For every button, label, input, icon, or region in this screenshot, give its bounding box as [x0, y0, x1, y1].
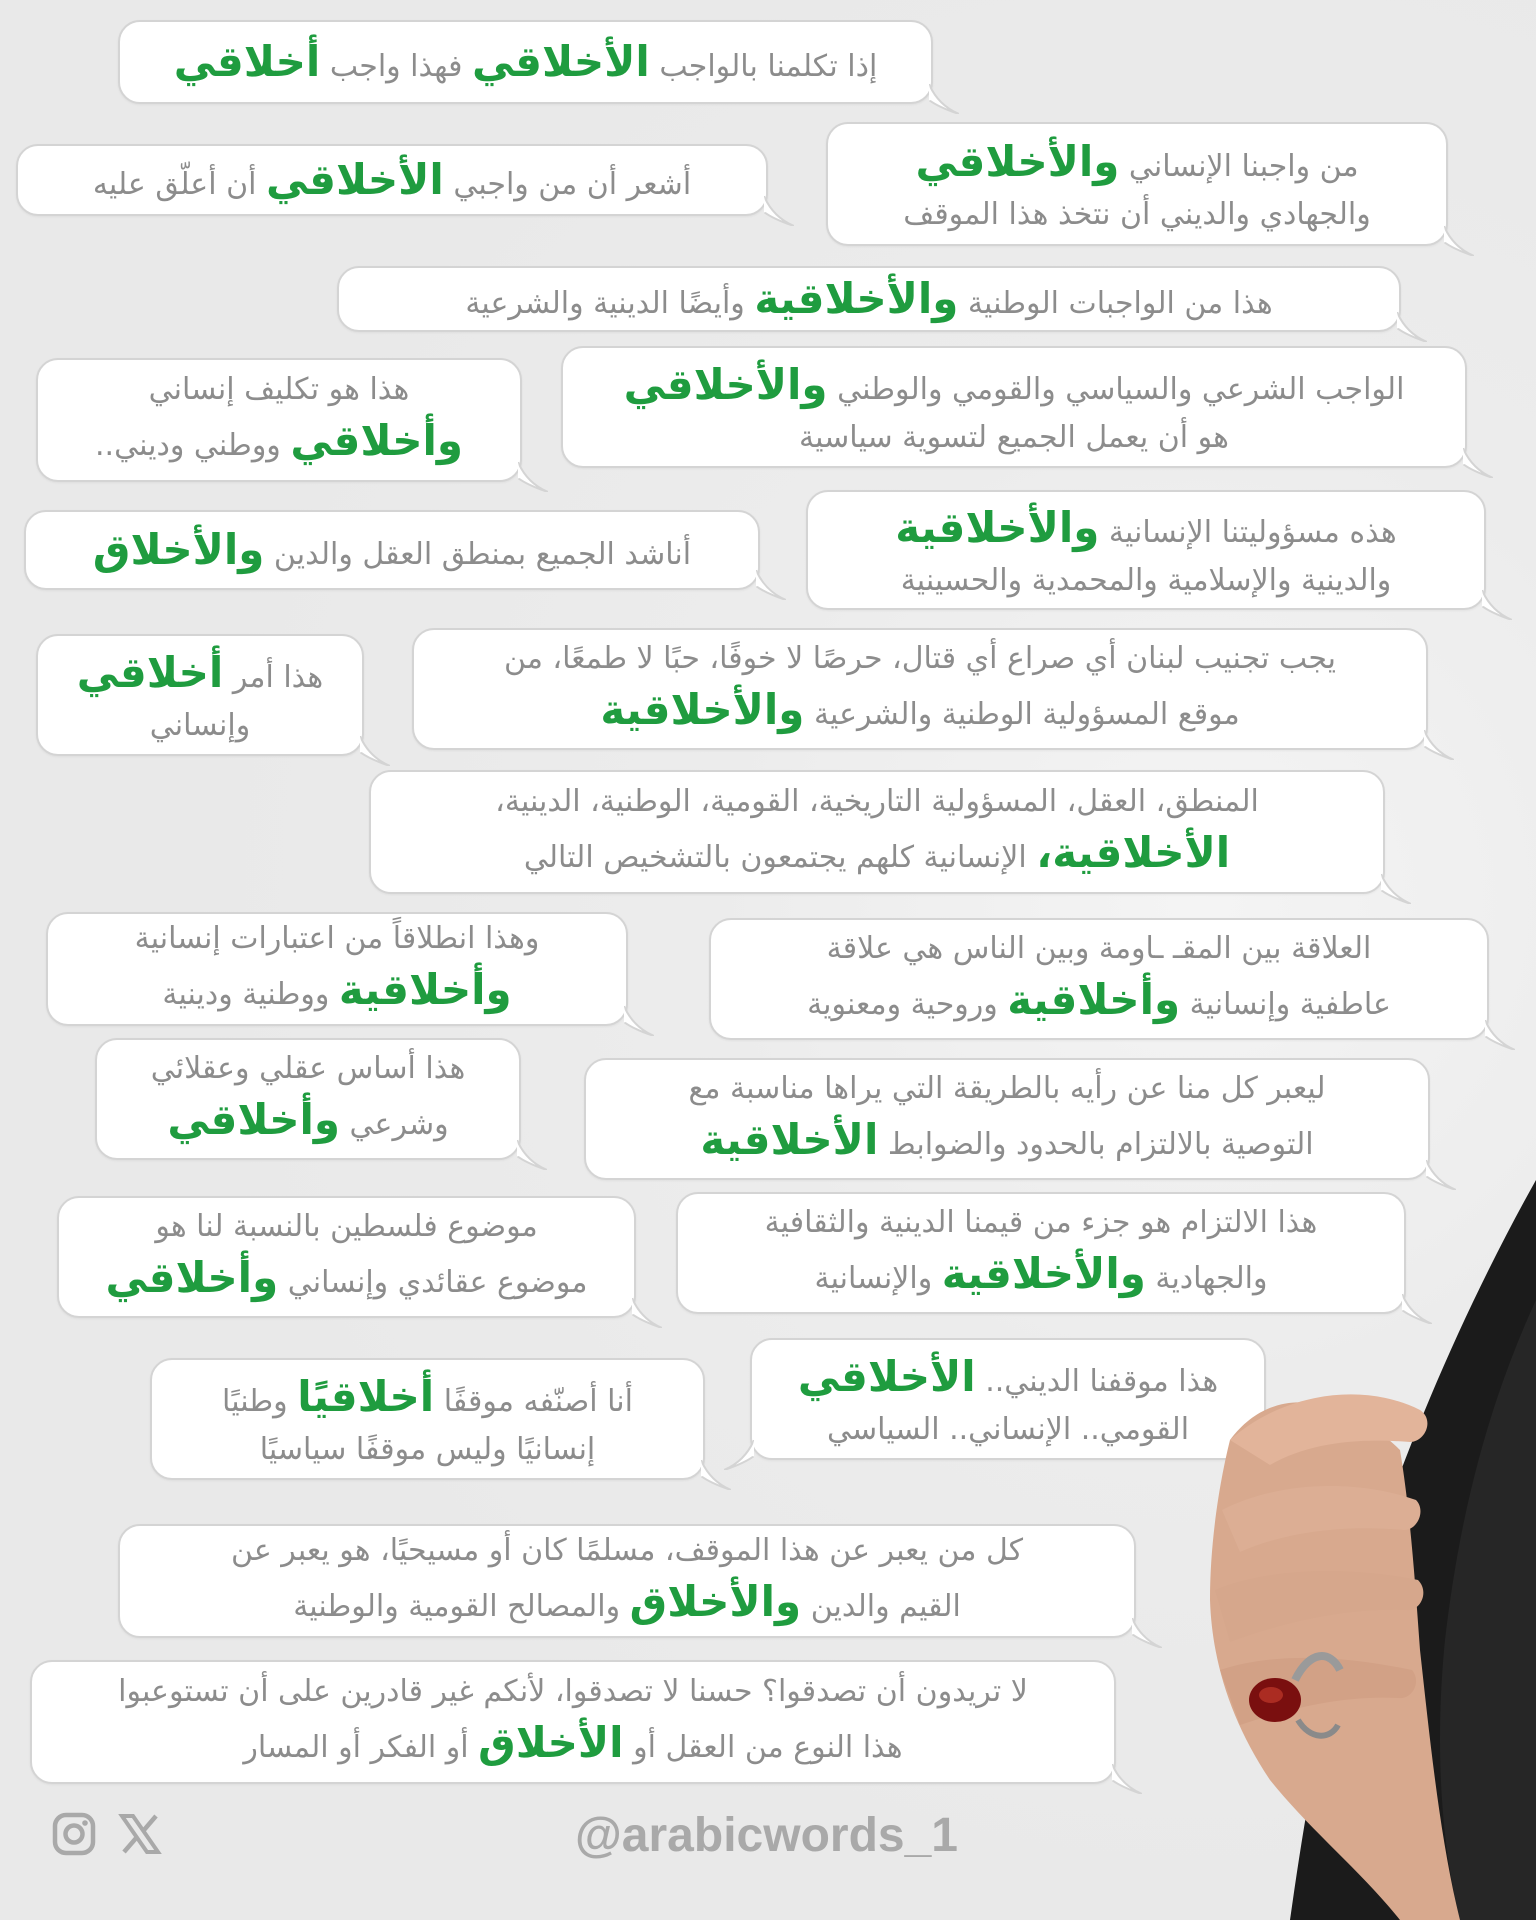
- quote-line: [624, 355, 1405, 416]
- speech-tail: [1112, 1764, 1142, 1794]
- quote-bubble-14: [95, 1038, 521, 1160]
- quote-line: [243, 1713, 902, 1774]
- quote-text: العلاقة بين المقـ ـاومة وبين الناس هي علاقة: [826, 930, 1372, 966]
- speech-tail: [1485, 1020, 1515, 1050]
- quote-line: [807, 970, 1391, 1031]
- quote-text: القيم والدين: [801, 1589, 961, 1625]
- quote-bubble-10: [412, 628, 1428, 750]
- quote-bubble-2: [16, 144, 768, 216]
- highlighted-keyword: وأخلاقي: [167, 1095, 341, 1145]
- quote-line: [93, 520, 691, 581]
- quote-text: وروحية ومعنوية: [807, 987, 1008, 1023]
- quote-text: هذا الالتزام هو جزء من قيمنا الدينية والثقافية: [764, 1204, 1318, 1240]
- quote-bubble-15: [584, 1058, 1430, 1180]
- quote-text: وشرعي: [340, 1107, 449, 1143]
- quote-line: [798, 1347, 1218, 1408]
- speech-tail: [1381, 874, 1411, 904]
- quote-text: موضوع عقائدي وإنساني: [278, 1265, 588, 1301]
- quote-text: هذه مسؤوليتنا الإنسانية: [1099, 514, 1397, 550]
- quote-text: هذا هو تكليف إنساني: [148, 371, 410, 407]
- highlighted-keyword: الأخلاقي: [265, 154, 444, 204]
- quote-text: هذا أساس عقلي وعقلائي: [150, 1050, 466, 1086]
- quote-bubble-20: [118, 1524, 1136, 1638]
- quote-text: وأيضًا الدينية والشرعية: [465, 285, 755, 321]
- quote-bubble-6: [561, 346, 1467, 468]
- instagram-icon[interactable]: [52, 1812, 96, 1860]
- quote-bubble-16: [57, 1196, 636, 1318]
- quote-text: ليعبر كل منا عن رأيه بالطريقة التي يراها مناسبة مع: [688, 1070, 1326, 1106]
- highlighted-keyword: وأخلاقي: [290, 416, 463, 466]
- quote-line: [174, 32, 878, 93]
- x-icon[interactable]: [118, 1812, 162, 1860]
- speech-tail: [517, 1140, 547, 1170]
- social-icons: [52, 1812, 162, 1860]
- highlighted-keyword: والأخلاقية: [754, 273, 959, 323]
- quote-line: [95, 411, 463, 472]
- quote-text: كل من يعبر عن هذا الموقف، مسلمًا كان أو مسيحيًا، هو يعبر عن: [231, 1532, 1023, 1568]
- quote-text: الإنسانية كلهم يجتمعون بالتشخيص التالي: [523, 840, 1037, 876]
- quote-line: [162, 960, 511, 1021]
- quote-line: [167, 1090, 448, 1151]
- speech-tail: [632, 1298, 662, 1328]
- quote-bubble-18: [150, 1358, 705, 1480]
- highlighted-keyword: أخلاقي: [173, 36, 321, 86]
- quote-line: [799, 416, 1229, 460]
- quote-line: [465, 269, 1272, 330]
- quote-text: وطنيًا: [222, 1383, 298, 1419]
- highlighted-keyword: وأخلاقي: [105, 1253, 279, 1303]
- quote-text: وإنساني: [149, 707, 251, 743]
- speech-tail: [518, 462, 548, 492]
- quote-bubble-12: [46, 912, 628, 1026]
- highlighted-keyword: والأخلاقي: [623, 359, 828, 409]
- highlighted-keyword: الأخلاقي: [797, 1351, 976, 1401]
- quote-line: [260, 1428, 596, 1472]
- quote-text: إنسانيًا وليس موقفًا سياسيًا: [259, 1431, 596, 1467]
- quote-text: المنطق، العقل، المسؤولية التاريخية، القومية، الوطنية، الدينية،: [495, 783, 1259, 819]
- quote-text: والإنسانية: [814, 1261, 942, 1297]
- quote-line: [827, 1408, 1189, 1452]
- quote-text: ووطني وديني..: [95, 428, 291, 464]
- speech-tail: [1132, 1618, 1162, 1648]
- quote-line: [118, 1670, 1028, 1714]
- quote-line: [151, 1047, 466, 1091]
- quote-text: أن أعلّق عليه: [92, 166, 266, 202]
- quote-text: الواجب الشرعي والسياسي والقومي والوطني: [827, 371, 1405, 407]
- quote-bubble-4: [337, 266, 1401, 332]
- quote-bubble-21: [30, 1660, 1116, 1784]
- quote-text: هذا موقفنا الديني..: [975, 1363, 1219, 1399]
- highlighted-keyword: والأخلاق: [629, 1577, 802, 1627]
- quote-line: [600, 680, 1239, 741]
- highlighted-keyword: الأخلاق: [478, 1718, 624, 1768]
- quote-text: موقع المسؤولية الوطنية والشرعية: [804, 697, 1240, 733]
- speech-tail: [724, 1440, 754, 1470]
- highlighted-keyword: أخلاقي: [76, 647, 224, 697]
- quote-text: التوصية بالالتزام بالحدود والضوابط: [878, 1127, 1314, 1163]
- quote-bubble-13: [709, 918, 1489, 1040]
- quote-text: وهذا انطلاقاً من اعتبارات إنسانية: [134, 920, 540, 956]
- highlighted-keyword: الأخلاقية،: [1036, 828, 1231, 878]
- quote-text: ووطنية ودينية: [162, 977, 339, 1013]
- quote-text: إذا تكلمنا بالواجب: [649, 48, 878, 84]
- quote-text: والجهادي والديني أن نتخذ هذا الموقف: [903, 196, 1371, 232]
- quote-line: [688, 1067, 1325, 1111]
- speech-tail: [360, 736, 390, 766]
- hand-with-ring-image: [1160, 1180, 1536, 1920]
- quote-text: والجهادية: [1145, 1261, 1268, 1297]
- speech-tail: [756, 570, 786, 600]
- quote-text: والدينية والإسلامية والمحمدية والحسينية: [900, 562, 1392, 598]
- quote-line: [504, 637, 1336, 681]
- highlighted-keyword: والأخلاق: [92, 524, 265, 574]
- quote-line: [895, 498, 1396, 559]
- quote-text: أو الفكر أو المسار: [243, 1730, 479, 1766]
- speech-tail: [624, 1006, 654, 1036]
- quote-text: من واجبنا الإنساني: [1119, 148, 1359, 184]
- quote-line: [903, 193, 1370, 237]
- quote-line: [106, 1248, 588, 1309]
- quote-text: أنا أصنّفه موقفًا: [434, 1383, 633, 1419]
- quote-text: أناشد الجميع بمنطق العقل والدين: [264, 536, 692, 572]
- highlighted-keyword: أخلاقيًا: [297, 1371, 435, 1421]
- quote-text: فهذا واجب: [320, 48, 472, 84]
- highlighted-keyword: وأخلاقية: [338, 965, 512, 1015]
- quote-text: أشعر أن من واجبي: [443, 166, 692, 202]
- quote-line: [150, 704, 250, 748]
- quote-line: [915, 132, 1358, 193]
- quote-line: [135, 917, 540, 961]
- quote-text: والمصالح القومية والوطنية: [293, 1589, 630, 1625]
- quote-text: موضوع فلسطين بالنسبة لنا هو: [155, 1208, 538, 1244]
- speech-tail: [929, 84, 959, 114]
- highlighted-keyword: والأخلاقية: [600, 685, 805, 735]
- quote-text: يجب تجنيب لبنان أي صراع أي قتال، حرصًا لا خوفًا، حبًا لا طمعًا، من: [503, 640, 1337, 676]
- highlighted-keyword: وأخلاقية: [1007, 975, 1181, 1025]
- quote-line: [93, 150, 691, 211]
- quote-line: [155, 1205, 537, 1249]
- quote-text: هذا النوع من العقل أو: [623, 1730, 903, 1766]
- quote-line: [827, 927, 1372, 971]
- quote-bubble-1: [118, 20, 933, 104]
- highlighted-keyword: والأخلاقية: [895, 502, 1100, 552]
- highlighted-keyword: والأخلاقي: [915, 136, 1120, 186]
- highlighted-keyword: الأخلاقية: [700, 1115, 879, 1165]
- speech-tail: [1424, 730, 1454, 760]
- speech-tail: [764, 196, 794, 226]
- highlighted-keyword: الأخلاقي: [471, 36, 650, 86]
- quote-text: هو أن يعمل الجميع لتسوية سياسية: [799, 419, 1229, 455]
- quote-text: هذا من الواجبات الوطنية: [958, 285, 1273, 321]
- quote-line: [293, 1572, 961, 1633]
- speech-tail: [1397, 312, 1427, 342]
- quote-line: [149, 368, 410, 412]
- quote-text: هذا أمر: [223, 659, 324, 695]
- quote-bubble-5: [36, 358, 522, 482]
- speech-tail: [1444, 226, 1474, 256]
- quote-text: عاطفية وإنسانية: [1180, 987, 1391, 1023]
- quote-line: [524, 823, 1230, 884]
- quote-line: [77, 643, 324, 704]
- speech-tail: [1463, 448, 1493, 478]
- quote-bubble-3: [826, 122, 1448, 246]
- quote-line: [495, 780, 1259, 824]
- quote-line: [231, 1529, 1023, 1573]
- quote-text: لا تريدون أن تصدقوا؟ حسنا لا تصدقوا، لأنكم غير قادرين على أن تستوعبوا: [118, 1673, 1028, 1709]
- quote-bubble-9: [36, 634, 364, 756]
- quote-line: [222, 1367, 633, 1428]
- quote-bubble-11: [369, 770, 1385, 894]
- speech-tail: [1482, 590, 1512, 620]
- quote-text: القومي.. الإنساني.. السياسي: [826, 1411, 1190, 1447]
- quote-bubble-7: [24, 510, 760, 590]
- account-handle[interactable]: @arabicwords_1: [575, 1809, 958, 1862]
- quote-line: [901, 559, 1392, 603]
- highlighted-keyword: والأخلاقية: [941, 1249, 1146, 1299]
- quote-bubble-8: [806, 490, 1486, 610]
- quote-line: [700, 1110, 1313, 1171]
